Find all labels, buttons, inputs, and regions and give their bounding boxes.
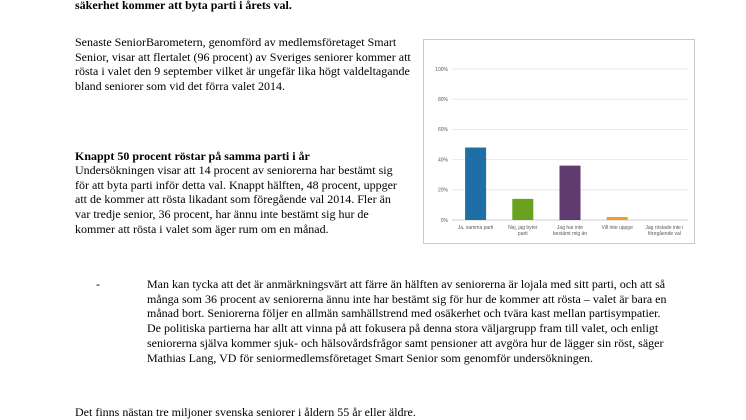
category-label: bestämt mig än [552,231,588,237]
y-tick-label: 40% [437,157,448,164]
bar [465,148,486,220]
intro-heading-fragment: säkerhet kommer att byta parti i årets val. [75,0,292,12]
category-label: Ja, samma parti [457,225,494,231]
category-label: Jag har inte [556,225,584,231]
section-heading: Knappt 50 procent röstar på samma parti i år [75,149,310,163]
category-label: föregående val [647,231,681,237]
vote-intention-chart [423,39,695,244]
bar [607,217,628,220]
chart-svg [424,40,694,243]
bar [560,166,581,220]
intro-paragraph: Senaste SeniorBarometern, genomförd av medlemsföretaget Smart Senior, visar att flertalet (96 procent) av Sveriges seniorer kommer att rösta i valet den 9 september vilket är ungefär lika högt valdeltagande bland seniorer som vid det förra valet 2014. [75,35,411,94]
y-tick-label: 60% [437,127,448,134]
quote-paragraph: Man kan tycka att det är anmärkningsvärt att färre än hälften av seniorerna är lojala med sitt parti, och att så många som 36 procent av seniorerna ännu inte har bestämt sig för hur de kommer att rösta – valet är bara en månad bort. Seniorerna följer en allmän samhällstrend med osäkerhet och tvära kast mellan partisympatier. De politiska partierna har allt att vinna på att fokusera på denna stora väljargrupp fram till valet, och enligt seniorerna själva kommer sjuk- och hälsovårdsfrågor samt pensioner att avgöra hur de lägger sin röst, säger Mathias Lang, VD för seniormedlemsföretaget Smart Senior som genomför undersökningen. [147,277,667,365]
footer-paragraph: Det finns nästan tre miljoner svenska seniorer i åldern 55 år eller äldre. [75,405,416,419]
section-paragraph: Undersökningen visar att 14 procent av seniorerna har bestämt sig för att byta parti inför detta val. Knappt hälften, 48 procent, uppger att de kommer att rösta likadant som föregående val 2014. Fler än var tredje senior, 36 procent, har ännu inte bestämt sig hur de kommer att rösta i valet som äger rum om en månad. [75,163,397,236]
bar [512,199,533,220]
category-label: Jag röstade inte i [645,225,684,231]
y-tick-label: 20% [437,187,448,194]
y-tick-label: 80% [437,97,448,103]
category-label: Nej, jag byter [508,225,538,231]
y-tick-label: 100% [435,66,448,73]
category-label: Vill inte uppge [601,225,633,231]
y-tick-label: 0% [440,217,448,224]
quote-bullet-dash: - [96,277,100,291]
category-label: parti [517,231,528,237]
